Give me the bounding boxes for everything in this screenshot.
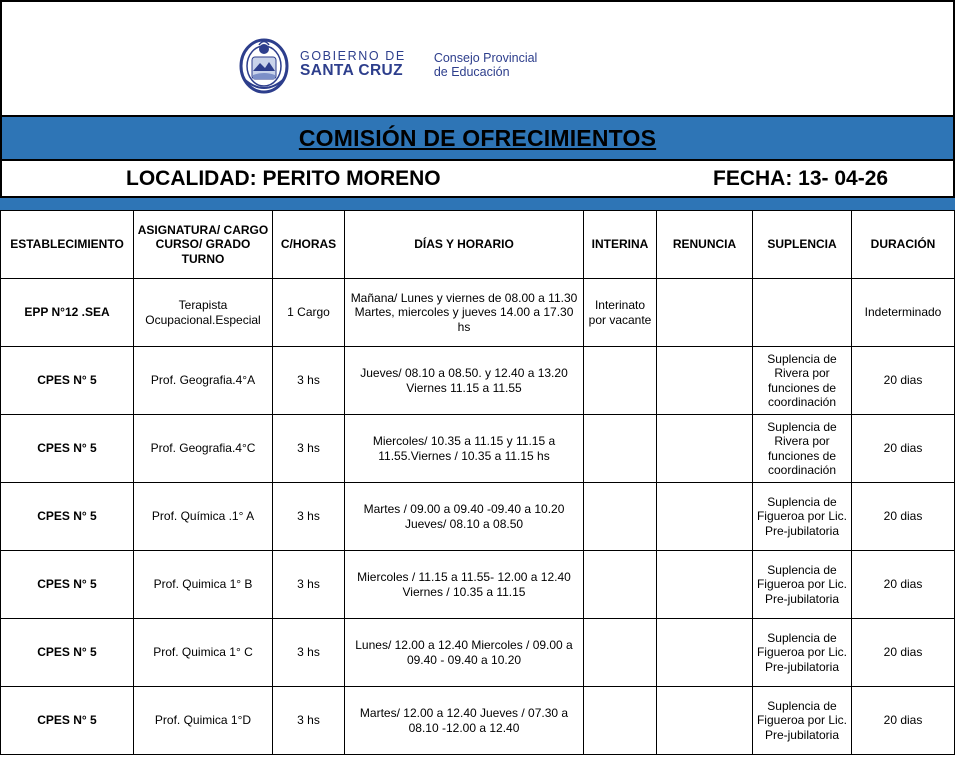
cell-duracion: 20 dias bbox=[852, 347, 955, 415]
cell-suplencia: Suplencia de Figueroa por Lic. Pre-jubilatoria bbox=[753, 619, 852, 687]
page-title: COMISIÓN DE OFRECIMIENTOS bbox=[298, 124, 657, 151]
cell-interina bbox=[584, 551, 657, 619]
header-suplencia: SUPLENCIA bbox=[753, 211, 852, 279]
cell-dias: Miercoles/ 10.35 a 11.15 y 11.15 a 11.55.Viernes / 10.35 a 11.15 hs bbox=[345, 415, 584, 483]
cell-asignatura: Prof. Geografia.4°A bbox=[134, 347, 273, 415]
cell-dias: Lunes/ 12.00 a 12.40 Miercoles / 09.00 a 09.40 - 09.40 a 10.20 bbox=[345, 619, 584, 687]
cell-establecimiento: EPP N°12 .SEA bbox=[1, 279, 134, 347]
santa-cruz-coat-of-arms-icon bbox=[238, 35, 290, 95]
header-interina: INTERINA bbox=[584, 211, 657, 279]
cell-renuncia bbox=[657, 347, 753, 415]
cell-asignatura: Prof. Quimica 1° C bbox=[134, 619, 273, 687]
cell-renuncia bbox=[657, 551, 753, 619]
table-row bbox=[1, 347, 955, 415]
cell-asignatura: Prof. Quimica 1° B bbox=[134, 551, 273, 619]
cell-horas: 3 hs bbox=[273, 347, 345, 415]
cell-interina bbox=[584, 483, 657, 551]
cell-renuncia bbox=[657, 279, 753, 347]
cell-establecimiento: CPES N° 5 bbox=[1, 551, 134, 619]
table-header-row bbox=[1, 211, 955, 279]
cell-horas: 1 Cargo bbox=[273, 279, 345, 347]
cell-horas: 3 hs bbox=[273, 619, 345, 687]
cell-renuncia bbox=[657, 619, 753, 687]
locality-text: LOCALIDAD: PERITO MORENO bbox=[126, 167, 441, 190]
cell-suplencia: Suplencia de Figueroa por Lic. Pre-jubilatoria bbox=[753, 551, 852, 619]
gov-bottom-text: SANTA CRUZ bbox=[300, 62, 404, 80]
cell-renuncia bbox=[657, 687, 753, 755]
government-name bbox=[300, 50, 406, 79]
cell-duracion: 20 dias bbox=[852, 687, 955, 755]
offers-table bbox=[0, 210, 955, 755]
cell-suplencia: Suplencia de Figueroa por Lic. Pre-jubilatoria bbox=[753, 687, 852, 755]
council-line-2: de Educación bbox=[433, 65, 510, 79]
cell-interina bbox=[584, 687, 657, 755]
table-row bbox=[1, 687, 955, 755]
cell-establecimiento: CPES N° 5 bbox=[1, 347, 134, 415]
date-text: FECHA: 13- 04-26 bbox=[713, 167, 889, 190]
header-asignatura: ASIGNATURA/ CARGO CURSO/ GRADO TURNO bbox=[134, 211, 273, 279]
cell-interina: Interinato por vacante bbox=[584, 279, 657, 347]
cell-interina bbox=[584, 415, 657, 483]
cell-suplencia bbox=[753, 279, 852, 347]
cell-establecimiento: CPES N° 5 bbox=[1, 415, 134, 483]
cell-horas: 3 hs bbox=[273, 687, 345, 755]
cell-asignatura: Terapista Ocupacional.Especial bbox=[134, 279, 273, 347]
cell-dias: Mañana/ Lunes y viernes de 08.00 a 11.30 Martes, miercoles y jueves 14.00 a 17.30 hs bbox=[345, 279, 584, 347]
title-band bbox=[0, 117, 955, 159]
cell-dias: Martes/ 12.00 a 12.40 Jueves / 07.30 a 08.10 -12.00 a 12.40 bbox=[345, 687, 584, 755]
header-dias: DÍAS Y HORARIO bbox=[345, 211, 584, 279]
table-row bbox=[1, 279, 955, 347]
cell-asignatura: Prof. Química .1° A bbox=[134, 483, 273, 551]
header-box bbox=[0, 0, 955, 117]
cell-interina bbox=[584, 347, 657, 415]
table-row bbox=[1, 415, 955, 483]
cell-asignatura: Prof. Quimica 1°D bbox=[134, 687, 273, 755]
cell-horas: 3 hs bbox=[273, 415, 345, 483]
cell-renuncia bbox=[657, 415, 753, 483]
logo-group bbox=[238, 35, 537, 95]
cell-duracion: 20 dias bbox=[852, 619, 955, 687]
council-line-1: Consejo Provincial bbox=[433, 50, 538, 65]
cell-duracion: Indeterminado bbox=[852, 279, 955, 347]
cell-establecimiento: CPES N° 5 bbox=[1, 483, 134, 551]
cell-renuncia bbox=[657, 483, 753, 551]
cell-establecimiento: CPES N° 5 bbox=[1, 619, 134, 687]
cell-interina bbox=[584, 619, 657, 687]
cell-suplencia: Suplencia de Rivera por funciones de coordinación bbox=[753, 415, 852, 483]
cell-establecimiento: CPES N° 5 bbox=[1, 687, 134, 755]
council-name bbox=[434, 51, 538, 80]
cell-asignatura: Prof. Geografia.4°C bbox=[134, 415, 273, 483]
header-duracion: DURACIÓN bbox=[852, 211, 955, 279]
cell-duracion: 20 dias bbox=[852, 551, 955, 619]
cell-suplencia: Suplencia de Figueroa por Lic. Pre-jubilatoria bbox=[753, 483, 852, 551]
cell-dias: Jueves/ 08.10 a 08.50. y 12.40 a 13.20 Viernes 11.15 a 11.55 bbox=[345, 347, 584, 415]
locality-box bbox=[0, 159, 955, 198]
gov-top-text: GOBIERNO DE bbox=[300, 49, 406, 64]
cell-dias: Miercoles / 11.15 a 11.55- 12.00 a 12.40 Viernes / 10.35 a 11.15 bbox=[345, 551, 584, 619]
table-row bbox=[1, 551, 955, 619]
header-establecimiento: ESTABLECIMIENTO bbox=[1, 211, 134, 279]
table-row bbox=[1, 483, 955, 551]
cell-dias: Martes / 09.00 a 09.40 -09.40 a 10.20 Jueves/ 08.10 a 08.50 bbox=[345, 483, 584, 551]
header-horas: C/HORAS bbox=[273, 211, 345, 279]
table-row bbox=[1, 619, 955, 687]
divider-strip bbox=[0, 198, 955, 210]
cell-duracion: 20 dias bbox=[852, 415, 955, 483]
header-renuncia: RENUNCIA bbox=[657, 211, 753, 279]
cell-suplencia: Suplencia de Rivera por funciones de coordinación bbox=[753, 347, 852, 415]
cell-duracion: 20 dias bbox=[852, 483, 955, 551]
cell-horas: 3 hs bbox=[273, 551, 345, 619]
cell-horas: 3 hs bbox=[273, 483, 345, 551]
